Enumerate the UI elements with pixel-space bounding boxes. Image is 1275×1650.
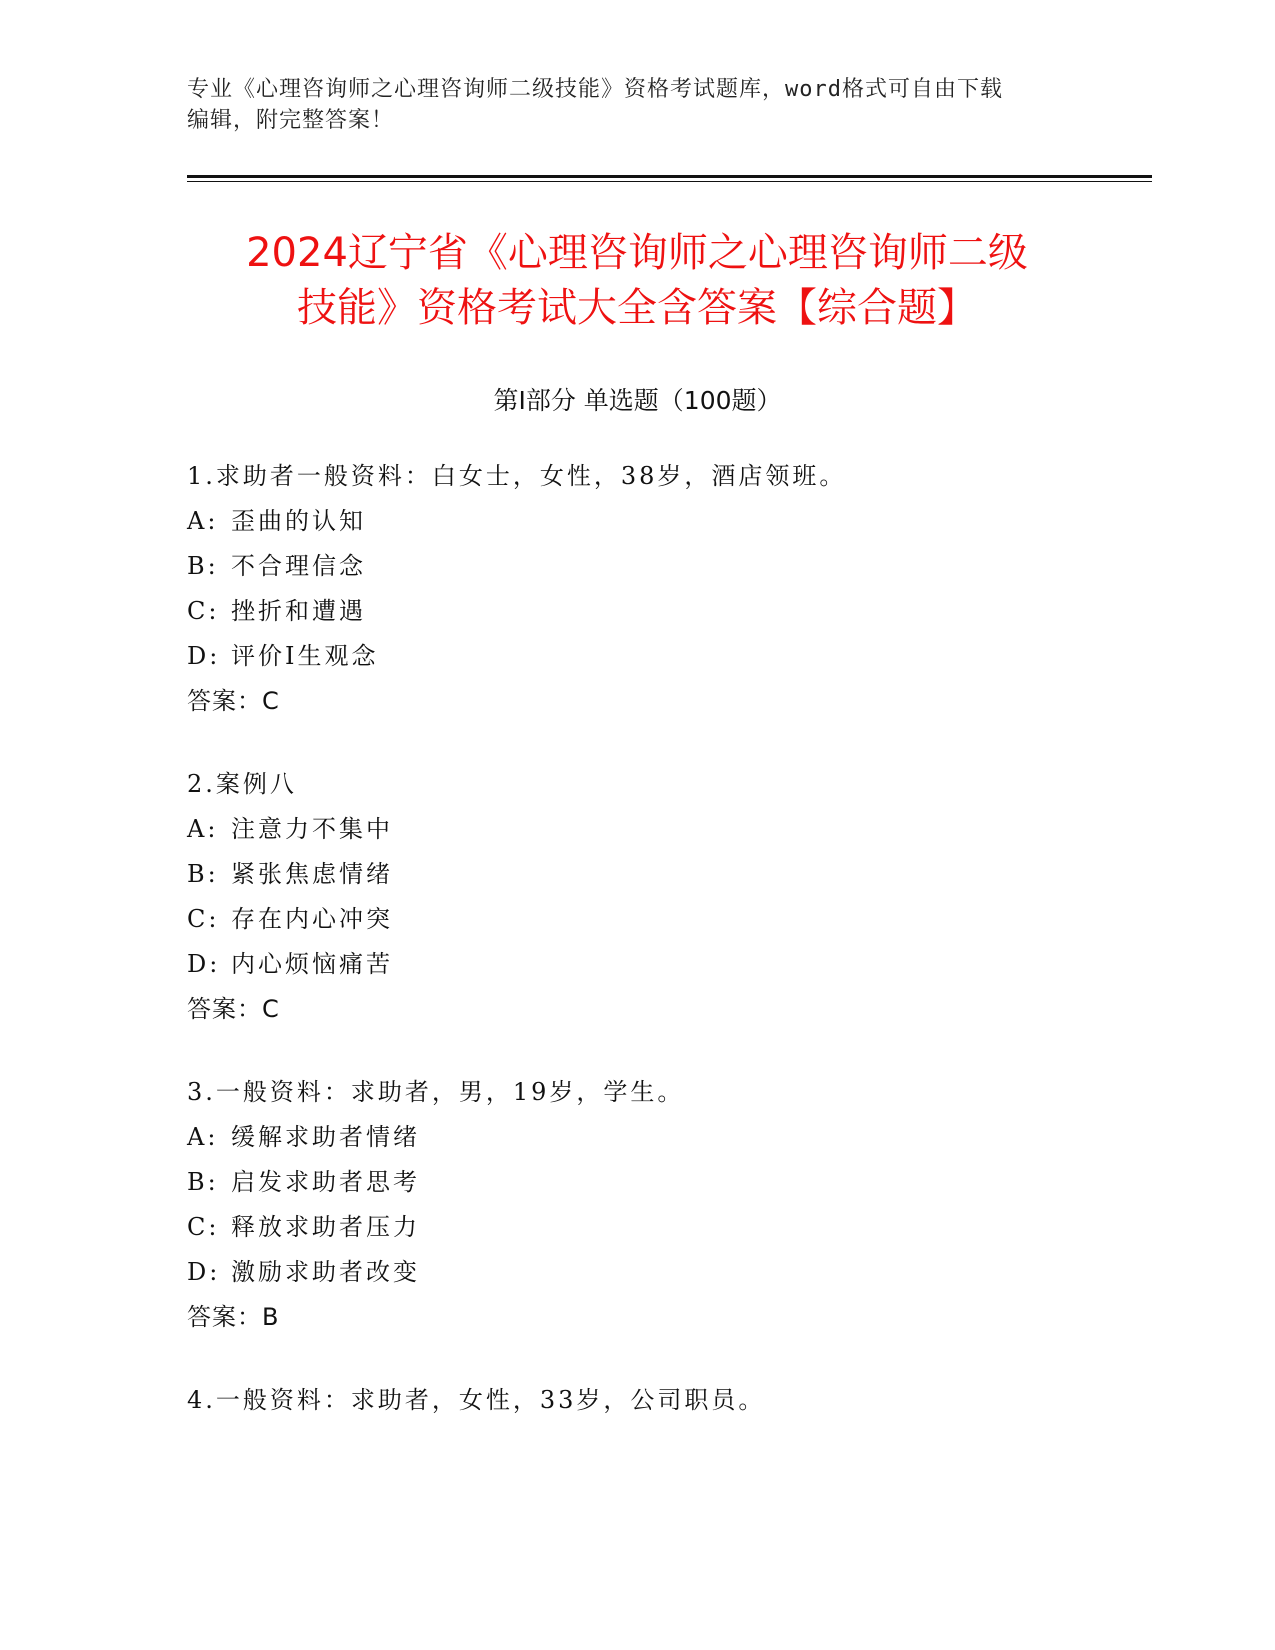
question-2 <box>187 762 1147 1032</box>
option-text: 缓解求助者情绪 <box>231 1123 420 1151</box>
header-divider-thick <box>187 175 1152 178</box>
option-letter: C: <box>187 1213 220 1241</box>
option-letter: D: <box>187 1258 221 1286</box>
option-b <box>187 852 1147 897</box>
option-text: 注意力不集中 <box>231 815 393 843</box>
header-divider-thin <box>187 181 1152 182</box>
option-text: 释放求助者压力 <box>231 1213 420 1241</box>
option-c <box>187 897 1147 942</box>
option-c <box>187 589 1147 634</box>
option-a <box>187 499 1147 544</box>
option-text: 歪曲的认知 <box>231 507 366 535</box>
question-1 <box>187 454 1147 724</box>
header-note-line1: 专业《心理咨询师之心理咨询师二级技能》资格考试题库，word格式可自由下载 <box>187 77 1003 102</box>
option-letter: A: <box>187 507 219 535</box>
option-d <box>187 1250 1147 1295</box>
document-title-line1: 2024辽宁省《心理咨询师之心理咨询师二级 <box>246 230 1028 276</box>
question-stem: 1.求助者一般资料：白女士，女性，38岁，酒店领班。 <box>187 462 847 490</box>
option-letter: A: <box>187 815 219 843</box>
option-a <box>187 1115 1147 1160</box>
option-text: 评价Ⅰ生观念 <box>231 642 379 670</box>
question-stem: 4.一般资料：求助者，女性，33岁，公司职员。 <box>187 1386 766 1414</box>
option-d <box>187 634 1147 679</box>
option-text: 不合理信念 <box>231 552 366 580</box>
option-letter: D: <box>187 950 221 978</box>
option-text: 挫折和遭遇 <box>231 597 366 625</box>
option-letter: B: <box>187 552 219 580</box>
option-d <box>187 942 1147 987</box>
option-text: 启发求助者思考 <box>231 1168 420 1196</box>
option-text: 激励求助者改变 <box>231 1258 420 1286</box>
option-letter: B: <box>187 1168 219 1196</box>
option-b <box>187 1160 1147 1205</box>
option-letter: A: <box>187 1123 219 1151</box>
answer: 答案：C <box>187 687 280 715</box>
option-c <box>187 1205 1147 1250</box>
question-stem: 2.案例八 <box>187 770 297 798</box>
option-text: 内心烦恼痛苦 <box>231 950 393 978</box>
document-title-line2: 技能》资格考试大全含答案【综合题】 <box>297 285 977 331</box>
question-3 <box>187 1070 1147 1340</box>
option-b <box>187 544 1147 589</box>
option-a <box>187 807 1147 852</box>
option-letter: C: <box>187 905 220 933</box>
option-text: 存在内心冲突 <box>231 905 393 933</box>
question-4 <box>187 1378 1147 1423</box>
header-note-line2: 编辑，附完整答案！ <box>187 108 395 133</box>
option-letter: B: <box>187 860 219 888</box>
header-note <box>187 74 1087 136</box>
option-text: 紧张焦虑情绪 <box>231 860 393 888</box>
document-title <box>187 226 1087 336</box>
answer: 答案：C <box>187 995 280 1023</box>
answer: 答案：B <box>187 1303 280 1331</box>
question-stem: 3.一般资料：求助者，男，19岁，学生。 <box>187 1078 685 1106</box>
section-title: 第Ⅰ部分 单选题（100题） <box>493 386 782 415</box>
option-letter: C: <box>187 597 220 625</box>
option-letter: D: <box>187 642 221 670</box>
